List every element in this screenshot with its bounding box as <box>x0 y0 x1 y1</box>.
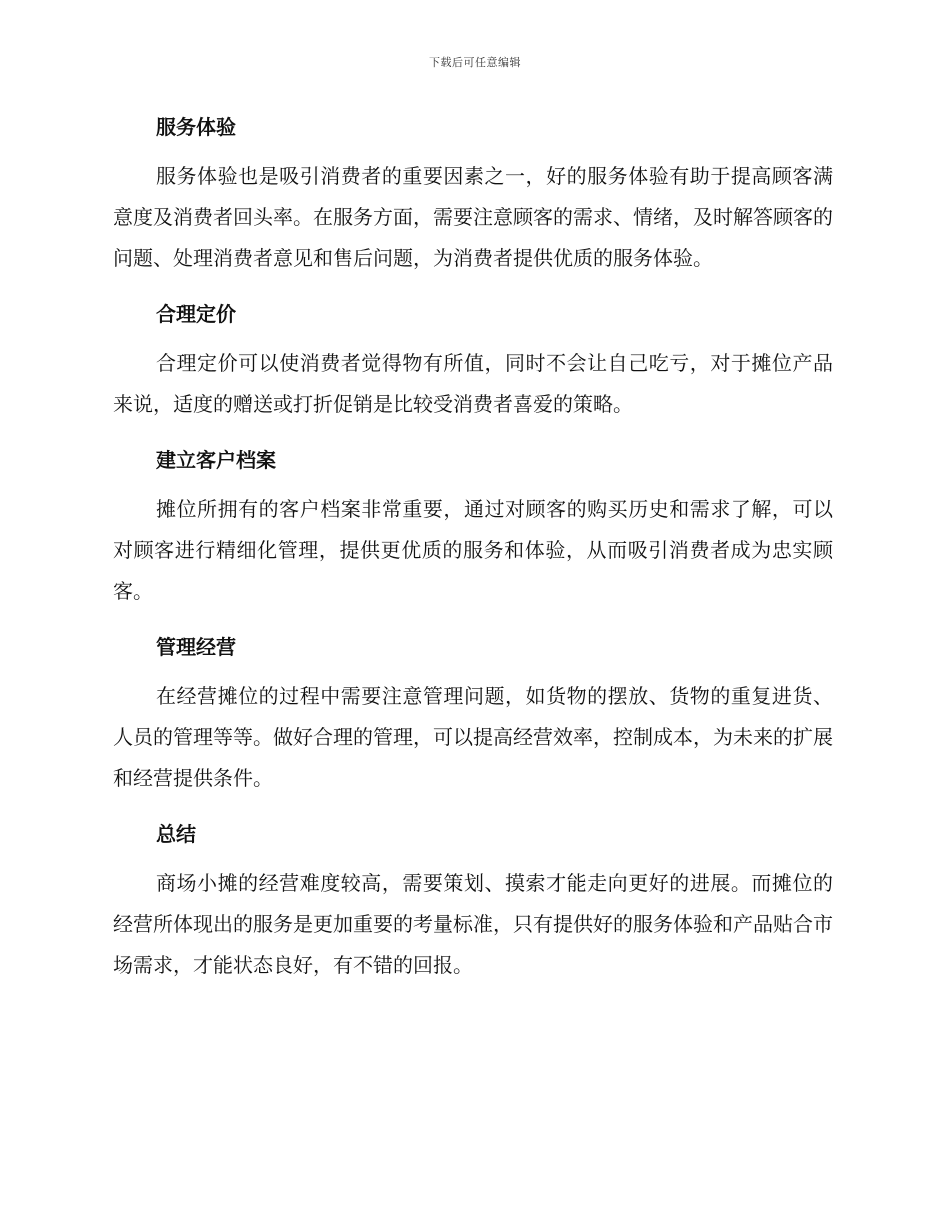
section-service-experience <box>113 108 833 279</box>
header-note: 下载后可任意编辑 <box>429 56 521 69</box>
section-body: 合理定价可以使消费者觉得物有所值，同时不会让自己吃亏，对于摊位产品来说，适度的赠送或打折促销是比较受消费者喜爱的策略。 <box>113 351 833 416</box>
section-body: 在经营摊位的过程中需要注意管理问题，如货物的摆放、货物的重复进货、人员的管理等等。做好合理的管理，可以提高经营效率，控制成本，为未来的扩展和经营提供条件。 <box>113 684 833 790</box>
section-heading: 管理经营 <box>156 635 236 659</box>
section-body: 摊位所拥有的客户档案非常重要，通过对顾客的购买历史和需求了解，可以对顾客进行精细化管理，提供更优质的服务和体验，从而吸引消费者成为忠实顾客。 <box>113 497 833 603</box>
section-heading: 总结 <box>156 822 196 846</box>
section-management <box>113 628 833 799</box>
document-content <box>113 108 833 1002</box>
section-customer-records <box>113 441 833 612</box>
section-heading: 建立客户档案 <box>156 448 276 472</box>
section-heading: 服务体验 <box>156 115 236 139</box>
section-reasonable-pricing <box>113 295 833 425</box>
section-summary <box>113 815 833 986</box>
section-body: 商场小摊的经营难度较高，需要策划、摸索才能走向更好的进展。而摊位的经营所体现出的服务是更加重要的考量标准，只有提供好的服务体验和产品贴合市场需求，才能状态良好，有不错的回报。 <box>113 871 833 977</box>
section-body: 服务体验也是吸引消费者的重要因素之一，好的服务体验有助于提高顾客满意度及消费者回头率。在服务方面，需要注意顾客的需求、情绪，及时解答顾客的问题、处理消费者意见和售后问题，为消费者提供优质的服务体验。 <box>113 164 833 270</box>
section-heading: 合理定价 <box>156 302 236 326</box>
